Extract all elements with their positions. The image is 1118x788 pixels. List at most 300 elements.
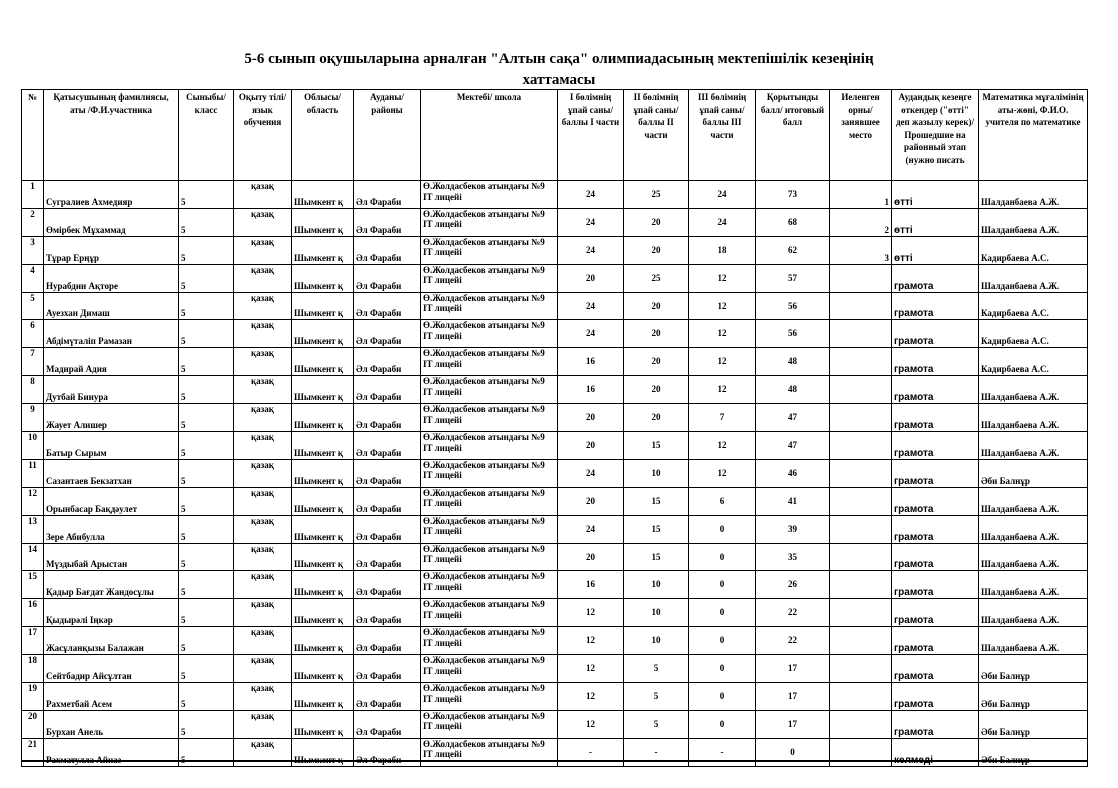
table-row [22, 627, 1088, 655]
cell-place: 3 [830, 236, 892, 264]
cell-part1-score: 20 [558, 487, 624, 515]
cell-total-score: 17 [756, 683, 830, 711]
cell-school: Ө.Жолдасбеков атындағы №9 IT лицейі [421, 208, 558, 236]
table-row [22, 432, 1088, 460]
cell-district: Әл Фараби [354, 655, 421, 683]
cell-language: қазақ [234, 655, 292, 683]
cell-grade: 5 [179, 487, 234, 515]
table-row [22, 571, 1088, 599]
cell-part3-score: 0 [689, 515, 756, 543]
cell-place [830, 264, 892, 292]
cell-part2-score: 20 [624, 320, 689, 348]
cell-language: қазақ [234, 404, 292, 432]
cell-stage-result: грамота [892, 543, 979, 571]
cell-stage-result: грамота [892, 683, 979, 711]
cell-participant-name: Орынбасар Бақдәулет [44, 487, 179, 515]
cell-number: 12 [22, 487, 44, 515]
cell-part3-score: 0 [689, 655, 756, 683]
cell-school: Ө.Жолдасбеков атындағы №9 IT лицейі [421, 738, 558, 766]
cell-district: Әл Фараби [354, 487, 421, 515]
cell-participant-name: Дутбай Бинура [44, 376, 179, 404]
cell-part3-score: 12 [689, 264, 756, 292]
table-row [22, 348, 1088, 376]
cell-school: Ө.Жолдасбеков атындағы №9 IT лицейі [421, 432, 558, 460]
cell-region: Шымкент қ [292, 655, 354, 683]
table-row [22, 655, 1088, 683]
cell-language: қазақ [234, 487, 292, 515]
cell-teacher: Кадирбаева А.С. [979, 236, 1088, 264]
cell-participant-name: Сугралиев Ахмедияр [44, 181, 179, 209]
table-row [22, 543, 1088, 571]
cell-grade: 5 [179, 683, 234, 711]
cell-number: 21 [22, 738, 44, 766]
cell-participant-name: Өмірбек Мұхаммад [44, 208, 179, 236]
cell-grade: 5 [179, 181, 234, 209]
cell-stage-result: грамота [892, 264, 979, 292]
cell-teacher: Шалданбаева А.Ж. [979, 432, 1088, 460]
cell-part2-score: 25 [624, 181, 689, 209]
cell-part3-score: 0 [689, 571, 756, 599]
cell-language: қазақ [234, 208, 292, 236]
table-row [22, 208, 1088, 236]
cell-participant-name: Тұрар Ерңұр [44, 236, 179, 264]
cell-total-score: 57 [756, 264, 830, 292]
cell-district: Әл Фараби [354, 432, 421, 460]
cell-grade: 5 [179, 515, 234, 543]
header-teacher: Математика мұғалімінің аты-жөні, Ф.И.О. учителя по математике [979, 90, 1088, 181]
cell-teacher: Шалданбаева А.Ж. [979, 571, 1088, 599]
cell-part1-score: 24 [558, 459, 624, 487]
cell-grade [179, 738, 234, 766]
cell-teacher: Шалданбаева А.Ж. [979, 543, 1088, 571]
cell-district: Әл Фараби [354, 683, 421, 711]
cell-teacher [979, 738, 1088, 766]
cell-part2-score: 10 [624, 459, 689, 487]
cell-grade: 5 [179, 236, 234, 264]
cell-school: Ө.Жолдасбеков атындағы №9 IT лицейі [421, 627, 558, 655]
cell-number: 8 [22, 376, 44, 404]
cell-place [830, 459, 892, 487]
cell-part2-score: 15 [624, 432, 689, 460]
cell-district: Әл Фараби [354, 320, 421, 348]
table-row [22, 404, 1088, 432]
cell-grade: 5 [179, 404, 234, 432]
cell-teacher: Әби Балнұр [979, 683, 1088, 711]
header-no: № [22, 90, 44, 181]
cell-part1-score: 12 [558, 655, 624, 683]
cell-grade: 5 [179, 320, 234, 348]
cell-part3-score: 0 [689, 543, 756, 571]
table-row [22, 599, 1088, 627]
cell-grade: 5 [179, 459, 234, 487]
cell-language: қазақ [234, 738, 292, 766]
cell-district: Әл Фараби [354, 264, 421, 292]
cell-teacher: Шалданбаева А.Ж. [979, 208, 1088, 236]
cell-school: Ө.Жолдасбеков атындағы №9 IT лицейі [421, 404, 558, 432]
cell-school: Ө.Жолдасбеков атындағы №9 IT лицейі [421, 181, 558, 209]
cell-region: Шымкент қ [292, 348, 354, 376]
cell-stage-result: грамота [892, 459, 979, 487]
cell-region: Шымкент қ [292, 571, 354, 599]
cell-stage-result: грамота [892, 348, 979, 376]
cell-part3-score: 0 [689, 599, 756, 627]
cell-part2-score: 20 [624, 208, 689, 236]
cell-number: 6 [22, 320, 44, 348]
cell-part2-score: 15 [624, 543, 689, 571]
cell-place [830, 710, 892, 738]
header-part2: II бөлімнің ұпай саны/ баллы II части [624, 90, 689, 181]
cell-district: Әл Фараби [354, 404, 421, 432]
cell-part1-score: 20 [558, 543, 624, 571]
cell-teacher: Шалданбаева А.Ж. [979, 376, 1088, 404]
cell-part1-score: 24 [558, 181, 624, 209]
cell-part2-score: 5 [624, 710, 689, 738]
cell-stage-result: өтті [892, 181, 979, 209]
cell-number: 2 [22, 208, 44, 236]
table-row [22, 487, 1088, 515]
cell-place [830, 683, 892, 711]
cell-number: 5 [22, 292, 44, 320]
cell-grade: 5 [179, 627, 234, 655]
cell-part3-score: 12 [689, 292, 756, 320]
cell-part1-score: 16 [558, 376, 624, 404]
cell-district: Әл Фараби [354, 627, 421, 655]
cell-region: Шымкент қ [292, 487, 354, 515]
cell-school: Ө.Жолдасбеков атындағы №9 IT лицейі [421, 599, 558, 627]
cell-number: 7 [22, 348, 44, 376]
cell-place [830, 655, 892, 683]
cell-part2-score: 15 [624, 515, 689, 543]
cell-teacher: Шалданбаева А.Ж. [979, 264, 1088, 292]
header-part3: III бөлімнің ұпай саны/ баллы III части [689, 90, 756, 181]
cell-part3-score: 12 [689, 348, 756, 376]
cell-participant-name: Бурхан Анель [44, 710, 179, 738]
cell-grade: 5 [179, 376, 234, 404]
cell-part1-score: 16 [558, 571, 624, 599]
cell-total-score: 46 [756, 459, 830, 487]
cell-language: қазақ [234, 543, 292, 571]
cell-total-score: 68 [756, 208, 830, 236]
cell-stage-result: өтті [892, 236, 979, 264]
cell-number: 18 [22, 655, 44, 683]
cell-region: Шымкент қ [292, 710, 354, 738]
cell-part2-score: 5 [624, 683, 689, 711]
cell-district: Әл Фараби [354, 348, 421, 376]
cell-part3-score: 0 [689, 683, 756, 711]
cell-stage-result: грамота [892, 571, 979, 599]
cell-part2-score: 10 [624, 627, 689, 655]
cell-part1-score: 24 [558, 236, 624, 264]
cell-grade: 5 [179, 432, 234, 460]
cell-stage-result: грамота [892, 320, 979, 348]
title-line-2: хаттамасы [522, 72, 596, 88]
cell-district: Әл Фараби [354, 710, 421, 738]
cell-total-score: 22 [756, 627, 830, 655]
header-language: Оқыту тілі/ язык обучения [234, 90, 292, 181]
cell-stage-result: грамота [892, 376, 979, 404]
cell-part1-score: 20 [558, 264, 624, 292]
table-row [22, 181, 1088, 209]
cell-part3-score: 0 [689, 710, 756, 738]
cell-part1-score: - [558, 738, 624, 766]
cell-district: Әл Фараби [354, 181, 421, 209]
cell-part1-score: 24 [558, 292, 624, 320]
table-row [22, 292, 1088, 320]
cell-region: Шымкент қ [292, 208, 354, 236]
cell-total-score: 26 [756, 571, 830, 599]
header-name: Қатысушының фамилиясы, аты /Ф.И.участника [44, 90, 179, 181]
cell-region: Шымкент қ [292, 432, 354, 460]
cell-number: 9 [22, 404, 44, 432]
cell-region: Шымкент қ [292, 599, 354, 627]
cell-participant-name [44, 738, 179, 766]
cell-part3-score: 24 [689, 208, 756, 236]
cell-part2-score: 20 [624, 348, 689, 376]
cell-participant-name: Мүздыбай Арыстан [44, 543, 179, 571]
cell-region: Шымкент қ [292, 683, 354, 711]
cell-district: Әл Фараби [354, 515, 421, 543]
cell-part1-score: 16 [558, 348, 624, 376]
table-row [22, 264, 1088, 292]
table-row [22, 236, 1088, 264]
cell-language: қазақ [234, 376, 292, 404]
cell-part1-score: 12 [558, 627, 624, 655]
cell-school: Ө.Жолдасбеков атындағы №9 IT лицейі [421, 264, 558, 292]
cell-total-score: 56 [756, 292, 830, 320]
cell-school: Ө.Жолдасбеков атындағы №9 IT лицейі [421, 348, 558, 376]
cell-part1-score: 24 [558, 320, 624, 348]
cell-part2-score: 20 [624, 404, 689, 432]
cell-place [830, 571, 892, 599]
cell-school: Ө.Жолдасбеков атындағы №9 IT лицейі [421, 515, 558, 543]
cell-part2-score: 20 [624, 236, 689, 264]
cell-part3-score: 12 [689, 432, 756, 460]
table-row [22, 376, 1088, 404]
cell-participant-name: Мадирай Адия [44, 348, 179, 376]
cell-teacher: Шалданбаева А.Ж. [979, 515, 1088, 543]
cell-total-score: 0 [756, 738, 830, 766]
cell-school: Ө.Жолдасбеков атындағы №9 IT лицейі [421, 543, 558, 571]
cell-number: 13 [22, 515, 44, 543]
cell-teacher: Шалданбаева А.Ж. [979, 181, 1088, 209]
cell-language: қазақ [234, 181, 292, 209]
cell-region: Шымкент қ [292, 404, 354, 432]
cell-total-score: 17 [756, 655, 830, 683]
cell-language: қазақ [234, 432, 292, 460]
cell-district: Әл Фараби [354, 459, 421, 487]
cell-part1-score: 12 [558, 599, 624, 627]
cell-number: 15 [22, 571, 44, 599]
cell-language: қазақ [234, 683, 292, 711]
cell-place [830, 432, 892, 460]
cell-participant-name: Жаует Алишер [44, 404, 179, 432]
table-row [22, 459, 1088, 487]
cell-grade: 5 [179, 655, 234, 683]
cell-teacher: Кадирбаева А.С. [979, 348, 1088, 376]
cell-total-score: 73 [756, 181, 830, 209]
table-row [22, 515, 1088, 543]
cell-participant-name: Сейтбадир Айсұлтан [44, 655, 179, 683]
cell-region: Шымкент қ [292, 543, 354, 571]
cell-total-score: 39 [756, 515, 830, 543]
cell-school: Ө.Жолдасбеков атындағы №9 IT лицейі [421, 571, 558, 599]
cell-number: 4 [22, 264, 44, 292]
cell-stage-result: грамота [892, 487, 979, 515]
cell-stage-result [892, 738, 979, 766]
cell-part3-score: 12 [689, 320, 756, 348]
cell-school: Ө.Жолдасбеков атындағы №9 IT лицейі [421, 683, 558, 711]
cell-teacher: Кадирбаева А.С. [979, 292, 1088, 320]
cell-school: Ө.Жолдасбеков атындағы №9 IT лицейі [421, 710, 558, 738]
cell-number: 3 [22, 236, 44, 264]
cell-place [830, 515, 892, 543]
cell-participant-name: Ауезхан Димаш [44, 292, 179, 320]
cell-language: қазақ [234, 264, 292, 292]
cell-region: Шымкент қ [292, 459, 354, 487]
cell-number: 17 [22, 627, 44, 655]
cell-participant-name: Жасұланқызы Балажан [44, 627, 179, 655]
cell-stage-result: өтті [892, 208, 979, 236]
cell-language: қазақ [234, 710, 292, 738]
cell-region: Шымкент қ [292, 264, 354, 292]
cell-language: қазақ [234, 627, 292, 655]
table-row [22, 738, 1088, 766]
cell-teacher: Әби Балнұр [979, 655, 1088, 683]
cell-part1-score: 24 [558, 208, 624, 236]
bottom-border [21, 760, 1087, 762]
cell-number: 20 [22, 710, 44, 738]
cell-teacher: Әби Балнұр [979, 459, 1088, 487]
cell-total-score: 41 [756, 487, 830, 515]
cell-part3-score: 7 [689, 404, 756, 432]
cell-number: 19 [22, 683, 44, 711]
table-row [22, 320, 1088, 348]
header-district: Ауданы/ районы [354, 90, 421, 181]
cell-part3-score: 0 [689, 627, 756, 655]
cell-number: 11 [22, 459, 44, 487]
cell-place [830, 738, 892, 766]
header-part1: I бөлімнің ұпай саны/ баллы I части [558, 90, 624, 181]
cell-district: Әл Фараби [354, 571, 421, 599]
cell-participant-name: Рахметбай Асем [44, 683, 179, 711]
cell-total-score: 56 [756, 320, 830, 348]
cell-place: 2 [830, 208, 892, 236]
cell-place [830, 487, 892, 515]
table-body [22, 181, 1088, 767]
header-total: Қорытынды балл/ итоговый балл [756, 90, 830, 181]
cell-language: қазақ [234, 320, 292, 348]
cell-school: Ө.Жолдасбеков атындағы №9 IT лицейі [421, 292, 558, 320]
cell-grade: 5 [179, 571, 234, 599]
cell-language: қазақ [234, 459, 292, 487]
cell-participant-name: Нурабдин Ақторе [44, 264, 179, 292]
cell-part2-score: 10 [624, 571, 689, 599]
cell-school: Ө.Жолдасбеков атындағы №9 IT лицейі [421, 236, 558, 264]
cell-teacher: Әби Балнұр [979, 710, 1088, 738]
cell-part3-score: 6 [689, 487, 756, 515]
cell-grade: 5 [179, 710, 234, 738]
header-school: Мектебі/ школа [421, 90, 558, 181]
cell-grade: 5 [179, 348, 234, 376]
cell-teacher: Шалданбаева А.Ж. [979, 404, 1088, 432]
table-row [22, 710, 1088, 738]
cell-school: Ө.Жолдасбеков атындағы №9 IT лицейі [421, 655, 558, 683]
cell-part3-score: - [689, 738, 756, 766]
cell-part2-score: 20 [624, 376, 689, 404]
cell-place [830, 627, 892, 655]
cell-part1-score: 20 [558, 404, 624, 432]
document-title [0, 49, 1118, 91]
cell-school: Ө.Жолдасбеков атындағы №9 IT лицейі [421, 459, 558, 487]
cell-language: қазақ [234, 599, 292, 627]
cell-region: Шымкент қ [292, 181, 354, 209]
cell-region: Шымкент қ [292, 236, 354, 264]
cell-total-score: 17 [756, 710, 830, 738]
cell-participant-name: Қадыр Бағдат Жандосұлы [44, 571, 179, 599]
cell-stage-result: грамота [892, 432, 979, 460]
cell-stage-result: грамота [892, 515, 979, 543]
cell-part3-score: 12 [689, 459, 756, 487]
cell-part3-score: 18 [689, 236, 756, 264]
cell-district: Әл Фараби [354, 208, 421, 236]
cell-number: 1 [22, 181, 44, 209]
cell-region: Шымкент қ [292, 376, 354, 404]
cell-language: қазақ [234, 571, 292, 599]
cell-stage-result: грамота [892, 710, 979, 738]
cell-part2-score: 10 [624, 599, 689, 627]
cell-grade: 5 [179, 292, 234, 320]
table-row [22, 683, 1088, 711]
cell-language: қазақ [234, 515, 292, 543]
cell-region: Шымкент қ [292, 292, 354, 320]
cell-number: 16 [22, 599, 44, 627]
cell-total-score: 47 [756, 404, 830, 432]
cell-participant-name: Батыр Сырым [44, 432, 179, 460]
title-line-1: 5-6 сынып оқушыларына арналған "Алтын сақа" олимпиадасының мектепішілік кезеңінің [244, 51, 874, 67]
cell-grade: 5 [179, 599, 234, 627]
cell-teacher: Шалданбаева А.Ж. [979, 599, 1088, 627]
header-grade: Сыныбы/класс [179, 90, 234, 181]
cell-place [830, 376, 892, 404]
cell-district: Әл Фараби [354, 599, 421, 627]
cell-part3-score: 12 [689, 376, 756, 404]
cell-region: Шымкент қ [292, 320, 354, 348]
cell-school: Ө.Жолдасбеков атындағы №9 IT лицейі [421, 320, 558, 348]
cell-part2-score: 25 [624, 264, 689, 292]
cell-stage-result: грамота [892, 655, 979, 683]
cell-part1-score: 24 [558, 515, 624, 543]
cell-grade: 5 [179, 208, 234, 236]
cell-number: 14 [22, 543, 44, 571]
cell-total-score: 47 [756, 432, 830, 460]
cell-stage-result: грамота [892, 404, 979, 432]
cell-part1-score: 12 [558, 710, 624, 738]
cell-school: Ө.Жолдасбеков атындағы №9 IT лицейі [421, 487, 558, 515]
header-stage: Аудандық кезеңге өткендер ("өтті" деп жазылу керек)/ Прошедшие на районный этап (нужно писать [892, 90, 979, 181]
cell-grade: 5 [179, 543, 234, 571]
cell-part2-score: 20 [624, 292, 689, 320]
cell-region: Шымкент қ [292, 627, 354, 655]
cell-total-score: 48 [756, 348, 830, 376]
cell-school: Ө.Жолдасбеков атындағы №9 IT лицейі [421, 376, 558, 404]
cell-place: 1 [830, 181, 892, 209]
cell-district [354, 738, 421, 766]
cell-participant-name: Қыдырәлі Іңкәр [44, 599, 179, 627]
cell-place [830, 599, 892, 627]
cell-teacher: Кадирбаева А.С. [979, 320, 1088, 348]
cell-region: Шымкент қ [292, 515, 354, 543]
cell-total-score: 48 [756, 376, 830, 404]
